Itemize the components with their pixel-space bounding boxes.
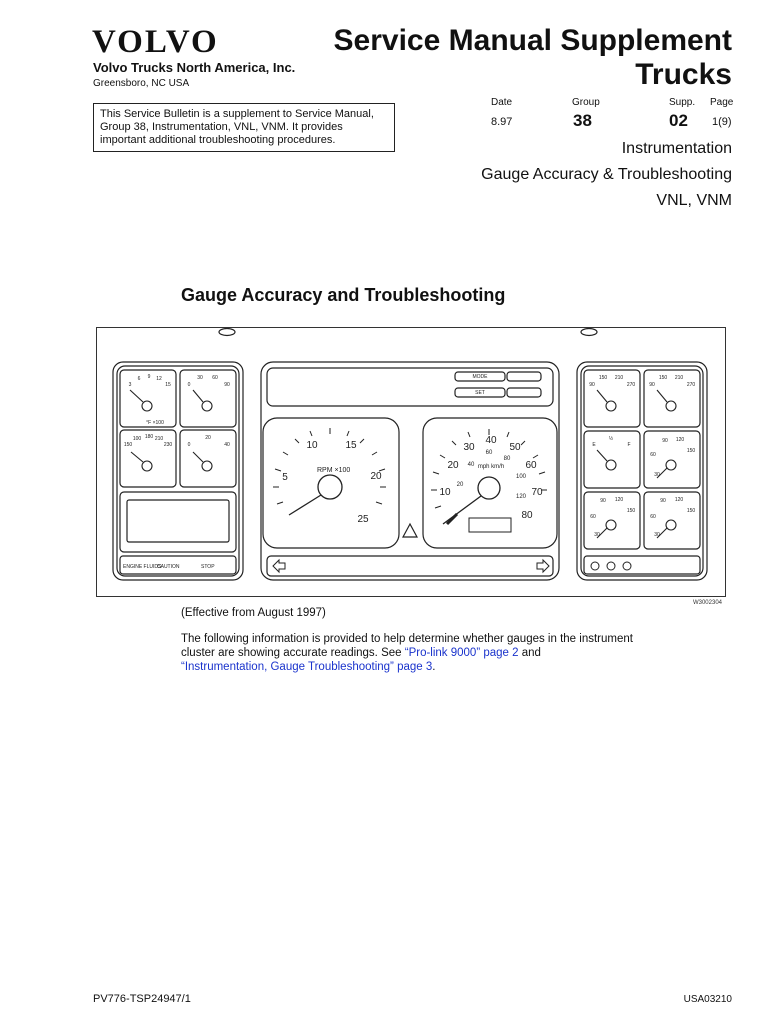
left-turn-signal-icon bbox=[273, 560, 285, 572]
set-label: SET bbox=[475, 390, 485, 396]
gauge-tick: 60 bbox=[650, 514, 656, 520]
date-value: 8.97 bbox=[491, 116, 513, 128]
tach-tick: 10 bbox=[306, 440, 318, 451]
gauge-unit: °F ×100 bbox=[146, 420, 164, 426]
tach-tick: 15 bbox=[345, 440, 357, 451]
speedo-tick: 30 bbox=[463, 442, 475, 453]
gauge-tick: 90 bbox=[649, 382, 655, 388]
gauge-tick: 90 bbox=[662, 438, 668, 444]
notice-box: This Service Bulletin is a supplement to Service Manual, Group 38, Instrumentation, VNL, VNM. It provides important additional troubleshooting procedures. bbox=[93, 103, 395, 152]
gauge-tick: 30 bbox=[654, 472, 660, 478]
tach-tick: 5 bbox=[282, 472, 288, 483]
warning-label: ENGINE FLUIDS bbox=[123, 564, 162, 570]
intro-text-mid: and bbox=[518, 647, 541, 659]
speedo-kmh-tick: 100 bbox=[515, 474, 527, 480]
intro-paragraph bbox=[181, 632, 636, 674]
gauge-tick: 120 bbox=[675, 437, 685, 443]
gauge-tick: 20 bbox=[205, 435, 211, 441]
effective-date: (Effective from August 1997) bbox=[181, 607, 326, 619]
gauge-tick: 270 bbox=[626, 382, 636, 388]
warning-label: STOP bbox=[201, 564, 215, 570]
group-label: Group bbox=[572, 97, 600, 108]
speedo-kmh-tick: 40 bbox=[467, 462, 475, 468]
speedo-tick: 40 bbox=[485, 435, 497, 446]
gauge-tick: F bbox=[627, 442, 631, 448]
gauge-tick: 150 bbox=[123, 442, 133, 448]
gauge-tick: 30 bbox=[654, 532, 660, 538]
odometer-display bbox=[469, 518, 511, 532]
speedo-tick: 20 bbox=[447, 460, 459, 471]
gauge-tick: 270 bbox=[686, 382, 696, 388]
page-label: Page bbox=[710, 97, 734, 108]
speedo-kmh-tick: 80 bbox=[503, 456, 511, 462]
supp-value: 02 bbox=[669, 111, 688, 130]
tach-tick: 20 bbox=[370, 471, 382, 482]
speedo-tick: 10 bbox=[439, 487, 451, 498]
footer-document-number: PV776-TSP24947/1 bbox=[93, 993, 191, 1005]
gauge-troubleshooting-link[interactable]: “Instrumentation, Gauge Troubleshooting” page 3 bbox=[181, 661, 433, 673]
gauge-tick: 150 bbox=[598, 375, 608, 381]
gauge-tick: E bbox=[592, 442, 596, 448]
company-location: Greensboro, NC USA bbox=[93, 78, 190, 89]
gauge-tick: 230 bbox=[163, 442, 173, 448]
indicator-lamp-icon bbox=[623, 562, 631, 570]
right-turn-signal-icon bbox=[537, 560, 549, 572]
gauge-tick: 60 bbox=[590, 514, 596, 520]
footer-code: USA03210 bbox=[683, 994, 732, 1005]
volvo-logo: VOLVO bbox=[92, 24, 219, 60]
speedo-tick: 70 bbox=[531, 487, 543, 498]
page-value: 1(9) bbox=[712, 116, 732, 128]
indicator-lamp-icon bbox=[607, 562, 615, 570]
document-subtitle: Trucks bbox=[635, 58, 732, 91]
gauge-tick: 15 bbox=[165, 382, 171, 388]
gauge-tick: ½ bbox=[608, 436, 614, 442]
subject-line-3: VNL, VNM bbox=[656, 192, 732, 209]
mode-label: MODE bbox=[472, 374, 488, 380]
speedo-kmh-tick: 60 bbox=[485, 450, 493, 456]
gauge-tick: 90 bbox=[589, 382, 595, 388]
intro-text-end: . bbox=[432, 661, 436, 673]
gauge-tick: 210 bbox=[154, 436, 164, 442]
tach-tick: 25 bbox=[357, 514, 369, 525]
gauge-tick: 120 bbox=[674, 497, 684, 503]
group-value: 38 bbox=[573, 111, 592, 130]
speedo-kmh-tick: 20 bbox=[456, 482, 464, 488]
speedo-tick: 50 bbox=[509, 442, 521, 453]
gauge-tick: 90 bbox=[224, 382, 230, 388]
gauge-tick: 150 bbox=[658, 375, 668, 381]
warning-label: CAUTION bbox=[157, 564, 180, 570]
speedo-tick: 60 bbox=[525, 460, 537, 471]
instrument-cluster-drawing bbox=[97, 328, 725, 596]
gauge-tick: 100 bbox=[132, 436, 142, 442]
speedo-unit: mph km/h bbox=[477, 464, 505, 470]
gauge-tick: 12 bbox=[156, 376, 162, 382]
subject-line-1: Instrumentation bbox=[621, 140, 732, 157]
gauge-tick: 3 bbox=[128, 382, 132, 388]
section-heading: Gauge Accuracy and Troubleshooting bbox=[181, 285, 506, 305]
gauge-tick: 0 bbox=[187, 382, 191, 388]
gauge-tick: 210 bbox=[614, 375, 624, 381]
gauge-tick: 0 bbox=[187, 442, 191, 448]
gauge-tick: 40 bbox=[224, 442, 230, 448]
intro-text: The following information is provided to help determine whether gauges in the instrument cluster are showing accurate readings. See bbox=[181, 633, 633, 659]
speedo-tick: 80 bbox=[521, 510, 533, 521]
subject-line-2: Gauge Accuracy & Troubleshooting bbox=[481, 166, 732, 183]
speedo-kmh-tick: 120 bbox=[515, 494, 527, 500]
indicator-lamp-icon bbox=[591, 562, 599, 570]
document-title: Service Manual Supplement bbox=[333, 24, 732, 57]
supp-label: Supp. bbox=[669, 97, 696, 108]
gauge-tick: 90 bbox=[660, 498, 666, 504]
gauge-tick: 30 bbox=[594, 532, 600, 538]
gauge-tick: 60 bbox=[212, 375, 218, 381]
prolink-link[interactable]: “Pro-link 9000” page 2 bbox=[404, 647, 519, 659]
date-label: Date bbox=[491, 97, 513, 108]
tach-label: RPM ×100 bbox=[317, 467, 351, 474]
gauge-tick: 90 bbox=[600, 498, 606, 504]
company-name: Volvo Trucks North America, Inc. bbox=[93, 60, 296, 75]
gauge-tick: 30 bbox=[197, 375, 203, 381]
figure-code: W3002304 bbox=[692, 600, 722, 606]
gauge-tick: 120 bbox=[614, 497, 624, 503]
gauge-tick: 150 bbox=[686, 448, 696, 454]
gauge-tick: 6 bbox=[137, 376, 141, 382]
instrument-cluster-figure bbox=[96, 327, 726, 597]
gauge-tick: 60 bbox=[650, 452, 656, 458]
gauge-tick: 150 bbox=[626, 508, 636, 514]
gauge-tick: 9 bbox=[147, 374, 151, 380]
gauge-tick: 210 bbox=[674, 375, 684, 381]
gauge-tick: 180 bbox=[144, 434, 154, 440]
gauge-tick: 150 bbox=[686, 508, 696, 514]
